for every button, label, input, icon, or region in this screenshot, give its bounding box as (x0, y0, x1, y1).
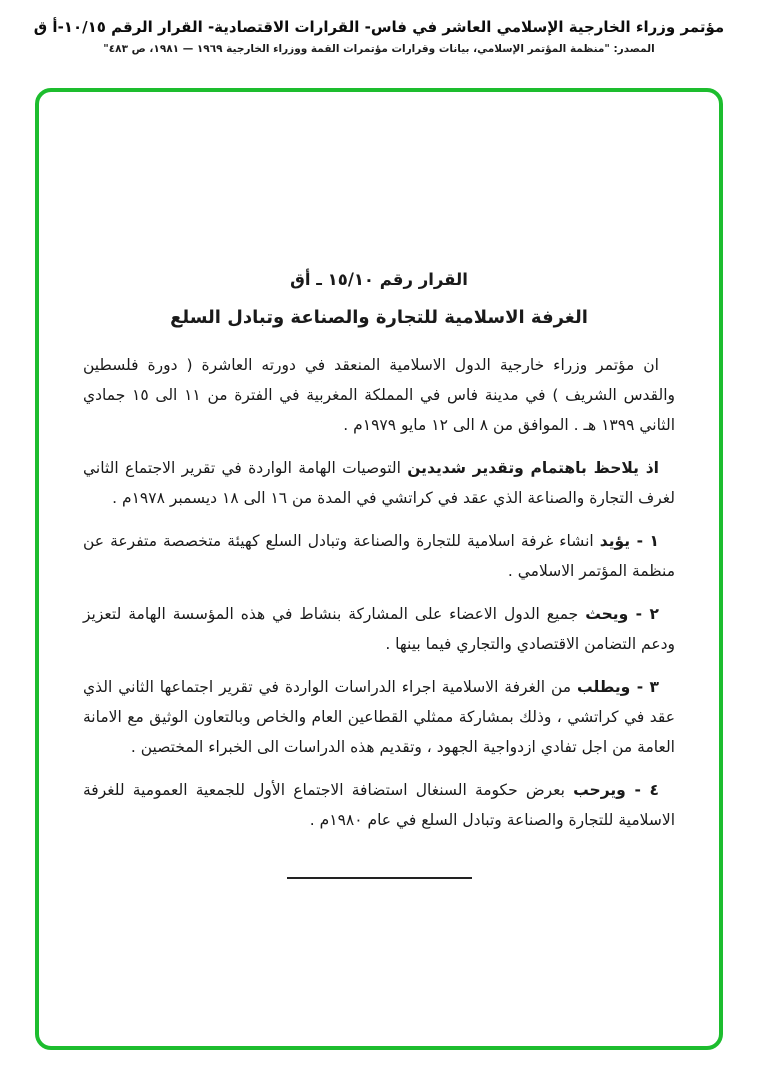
resolution-number-title: القرار رقم ١٥/١٠ ـ أق (290, 270, 468, 289)
green-border-frame (35, 88, 723, 1050)
resolution-subject-title: الغرفة الاسلامية للتجارة والصناعة وتبادل السلع (170, 307, 588, 328)
paragraph-item-3 (83, 672, 675, 762)
document-body (39, 92, 719, 879)
paragraph-item-1 (83, 526, 675, 586)
header-title: مؤتمر وزراء الخارجية الإسلامي العاشر في فاس- القرارات الاقتصادية- القرار الرقم ١٠/١٥-أ ق (33, 18, 725, 36)
paragraph-text: بعرض حكومة السنغال استضافة الاجتماع الأول للجمعية العمومية للغرفة الاسلامية للتجارة والصناعة وتبادل السلع في عام ١٩٨٠م . (83, 781, 675, 829)
paragraph-lead: اذ يلاحظ باهتمام وتقدير شديدين (407, 459, 659, 477)
paragraph-text: انشاء غرفة اسلامية للتجارة والصناعة وتبادل السلع كهيئة متخصصة متفرعة عن منظمة المؤتمر الاسلامي . (83, 532, 675, 580)
paragraph-item-2 (83, 599, 675, 659)
end-divider (287, 877, 472, 879)
paragraph-text: جميع الدول الاعضاء على المشاركة بنشاط في هذه المؤسسة الهامة لتعزيز ودعم التضامن الاقتصادي والتجاري فيما بينها . (83, 605, 675, 653)
paragraph-lead: ٢ - ويحث (585, 605, 659, 623)
paragraph-lead: ٣ - ويطلب (577, 678, 659, 696)
paragraph-preamble (83, 350, 675, 440)
paragraph-lead: ١ - يؤيد (599, 532, 660, 550)
header-source: المصدر: "منظمة المؤتمر الإسلامي، بيانات وقرارات مؤتمرات القمة ووزراء الخارجية ١٩٦٩ — ١٩٨١، ص ٤٨٣" (103, 43, 655, 55)
paragraph-noting (83, 453, 675, 513)
paragraph-lead: ٤ - ويرحب (573, 781, 660, 799)
document-header (0, 0, 758, 55)
paragraph-text: ان مؤتمر وزراء خارجية الدول الاسلامية المنعقد في دورته العاشرة ( دورة فلسطين والقدس الشريف ) في مدينة فاس في المملكة المغربية في الفترة من ١١ الى ١٥ جمادي الثاني ١٣٩٩ هـ . الموافق من ٨ الى ١٢ مايو ١٩٧٩م . (83, 356, 675, 434)
paragraph-text: من الغرفة الاسلامية اجراء الدراسات الواردة في تقرير اجتماعها الثاني الذي عقد في كراتشي ، وذلك بمشاركة ممثلي القطاعين العام والخاص وبالتعاون الوثيق مع الامانة العامة من اجل تفادي ازدواجية الجهود ، وتقديم هذه الدراسات الى الخبراء المختصين . (83, 678, 675, 756)
paragraph-item-4 (83, 775, 675, 835)
paragraph-text: التوصيات الهامة الواردة في تقرير الاجتماع الثاني لغرف التجارة والصناعة الذي عقد في كراتشي في المدة من ١٦ الى ١٨ ديسمبر ١٩٧٨م . (83, 459, 675, 507)
